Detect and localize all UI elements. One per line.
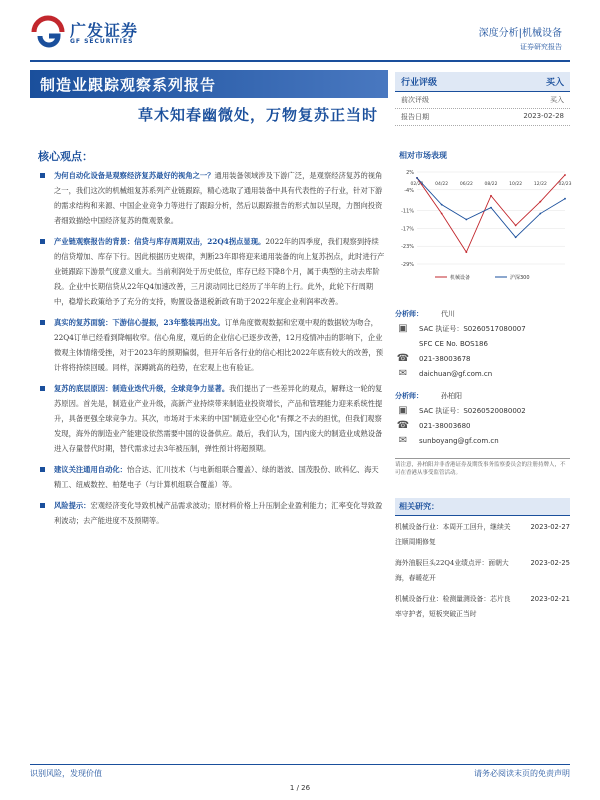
phone-icon: ☎ <box>396 353 410 364</box>
series-point <box>416 177 418 179</box>
footer-divider <box>30 764 570 765</box>
mail-icon: ✉ <box>398 368 408 379</box>
page-number: 1 / 26 <box>289 784 311 792</box>
date-label: 报告日期 <box>401 113 429 121</box>
core-points <box>40 168 385 534</box>
bullet-icon <box>40 467 45 472</box>
y-tick-label: 2% <box>406 170 414 176</box>
date-row <box>395 109 570 126</box>
core-point <box>40 168 385 228</box>
series-point <box>465 219 467 221</box>
bullet-icon <box>40 386 45 391</box>
related-item-title: 机械设备行业：检测量测设备：芯片良率守护者，短板突破正当时 <box>395 595 511 618</box>
rating-label: 行业评级 <box>401 78 438 88</box>
series-point <box>539 213 541 215</box>
x-tick-label: 02/23 <box>558 181 572 187</box>
prev-rating-label: 前次评级 <box>401 96 429 104</box>
core-point <box>40 498 385 528</box>
series-point <box>515 236 517 238</box>
core-point-text: 通用装备领域涉及下游广泛，是观察经济复苏的视角之一，我们这次的机械组复苏系列产业链跟踪，精心选取了通用装备中具有代表性的子行业，针对下游的需求结构和来源、中国企业竞争力等进行了跟踪分析，然后以跟踪报告的形式加以呈现，力图向投资者细致描绘中国经济复苏的微观景象。 <box>54 171 383 225</box>
related-item[interactable] <box>395 556 570 586</box>
id-card-icon: ▣ <box>398 323 408 334</box>
analyst-1 <box>395 306 570 381</box>
core-point-heading: 复苏的底层原因：制造业迭代升级，全球竞争力显著。 <box>54 384 230 393</box>
title-band <box>30 70 388 98</box>
related-item-date: 2023-02-25 <box>530 559 570 567</box>
related-research <box>395 498 570 628</box>
analyst-email[interactable]: daichuan@gf.com.cn <box>419 369 493 378</box>
core-title: 核心观点： <box>38 150 93 163</box>
id-icon <box>395 338 411 350</box>
related-item-title: 机械设备行业：本周开工回升，继续关注顺周期修复 <box>395 523 511 546</box>
analyst-phone: 021-38003680 <box>419 421 471 430</box>
core-point <box>40 234 385 309</box>
x-tick-label: 08/22 <box>484 181 498 187</box>
analyst-sac: SAC 执证号：S0260517080007 <box>419 324 526 333</box>
core-point-text: 订单角度微观数据和宏观中观的数据较为吻合，22Q4订单已经看到降幅收窄。信心角度，观后的企业信心已逐步改善，12月疫情冲击的影响下，企业微观主体情绪受挫，对于2023年的预期偏弱，但开年后各行业的信心相比2022年底有较大的改善，预计将将持续回暖。同样，深蹲跳高的趋势，在宏观上也有验证。 <box>54 318 384 372</box>
analyst-email[interactable]: sunboyang@gf.com.cn <box>419 436 499 445</box>
x-tick-label: 04/22 <box>435 181 449 187</box>
legend-label: 沪深300 <box>510 275 530 281</box>
series-point <box>465 251 467 253</box>
logo-text: 广发证券 <box>70 21 139 40</box>
series-point <box>539 201 541 203</box>
analyst-2 <box>395 388 570 448</box>
series-point <box>490 207 492 209</box>
footer-disclaimer: 请务必阅读末页的免责声明 <box>474 769 570 778</box>
series-point <box>515 225 517 227</box>
date-value: 2023-02-28 <box>523 112 564 120</box>
report-subtitle: 草木知春幽微处，万物复苏正当时 <box>137 106 378 124</box>
analyst-name: 孙柏阳 <box>441 391 462 400</box>
x-tick-label: 06/22 <box>459 181 473 187</box>
x-tick-label: 10/22 <box>509 181 523 187</box>
analyst-ce: SFC CE No. BOS186 <box>419 339 488 348</box>
series-point <box>564 174 566 176</box>
related-item-title: 海外油服巨头22Q4业绩点评：面朝大海，春暖花开 <box>395 559 509 582</box>
core-point-heading: 为何自动化设备是观察经济复苏最好的视角之一？ <box>54 171 215 180</box>
bullet-icon <box>40 503 45 508</box>
relative-performance-chart <box>395 166 570 286</box>
related-item[interactable] <box>395 520 570 550</box>
legend-label: 机械设备 <box>450 275 471 281</box>
core-point-text: 2022年的四季度，我们观察到持续的信贷增加、库存下行。因此根据历史规律，判断23年即将迎来通用装备的向上复苏拐点，此时进行产业链跟踪下游景气度意义重大。当前利润处于历史低位，库存已经下降8个月，属于典型的主动去库阶段。企业中长期信贷从22年Q4加速改善，三月滚动同比已经历了半年的上行。此外，此轮下行周期中，稳增长政策给予了充分的支持，购置设备退税新政有助于2022年度企业利润率改善。 <box>54 237 385 306</box>
core-point <box>40 381 385 456</box>
core-point-heading: 产业链观察报告的背景：信贷与库存周期双击，22Q4拐点显现。 <box>54 237 266 246</box>
header-divider <box>30 60 570 62</box>
core-point-text: 怡合达、汇川技术（与电新组联合覆盖）、绿的谐波、国茂股份、欧科亿、海天精工、纽威数控、柏楚电子（与计算机组联合覆盖）等。 <box>54 465 379 489</box>
bullet-icon <box>40 320 45 325</box>
y-tick-label: -4% <box>404 187 414 194</box>
disclaimer-note: 请注意，孙柏阳并非香港证券及期货事务监察委员会的注册持牌人，不可在香港从事受监管活动。 <box>395 458 570 477</box>
core-point-heading: 建议关注通用自动化： <box>54 465 127 474</box>
series-point <box>564 198 566 200</box>
x-tick-label: 12/22 <box>533 181 547 187</box>
analyst-sac: SAC 执证号：S0260520080002 <box>419 406 526 415</box>
y-tick-label: -11% <box>401 208 414 215</box>
rating-box <box>395 72 570 126</box>
analyst-phone: 021-38003678 <box>419 354 471 363</box>
related-item-date: 2023-02-21 <box>530 595 570 603</box>
bullet-icon <box>40 239 45 244</box>
prev-rating-value: 买入 <box>550 96 564 104</box>
y-tick-label: -29% <box>401 262 414 268</box>
series-point <box>441 204 443 206</box>
x-tick-label: 02/22 <box>410 181 424 187</box>
logo-text-en: GF SECURITIES <box>70 38 134 45</box>
footer-slogan: 识别风险，发现价值 <box>30 769 102 778</box>
analyst-label: 分析师： <box>395 391 423 400</box>
related-item-date: 2023-02-27 <box>530 523 570 531</box>
analyst-label: 分析师： <box>395 309 423 318</box>
core-point-heading: 风险提示： <box>54 501 91 510</box>
report-type: 证券研究报告 <box>520 43 562 51</box>
prev-rating-row <box>395 92 570 109</box>
core-point-heading: 真实的复苏面貌：下游信心提振，23年整装再出发。 <box>54 318 225 327</box>
core-point <box>40 315 385 375</box>
bullet-icon <box>40 173 45 178</box>
series-point <box>441 213 443 215</box>
mail-icon: ✉ <box>398 435 408 446</box>
page-header <box>0 0 600 62</box>
market-title: 相对市场表现 <box>399 151 447 160</box>
report-category: 深度分析|机械设备 <box>478 28 562 39</box>
core-point-text: 我们提出了一些差异化的观点，解释这一轮的复苏原因。首先是，制造业产业升级，高新产业持续带来制造业投资增长，产品和管理能力迎来系统性提升，具备更强全球竞争力。其次，市场对于未来的中国"制造业空心化"有擇之不去的担忧，但我们观察发现，海外的制造业产能建设依然需要中国的设备供应。最后，我们认为，国内庞大的制造业成熟设备进入存量替代时期，替代需求过去3年被压制，弹性预计将超预期。 <box>54 384 383 453</box>
y-tick-label: -17% <box>401 226 414 233</box>
related-title: 相关研究： <box>395 498 570 516</box>
core-point <box>40 462 385 492</box>
rating-row <box>395 72 570 92</box>
id-card-icon: ▣ <box>398 405 408 416</box>
y-tick-label: -23% <box>401 244 414 251</box>
analyst-name: 代川 <box>441 309 455 318</box>
phone-icon: ☎ <box>396 420 410 431</box>
report-title: 制造业跟踪观察系列报告 <box>40 76 217 94</box>
related-item[interactable] <box>395 592 570 622</box>
rating-value: 买入 <box>545 78 564 88</box>
series-point <box>490 195 492 197</box>
core-point-text: 宏观经济变化导致机械产品需求波动；原材料价格上升压制企业盈利能力；汇率变化导致盈利波动；去产能进度不及预期等。 <box>54 501 383 525</box>
